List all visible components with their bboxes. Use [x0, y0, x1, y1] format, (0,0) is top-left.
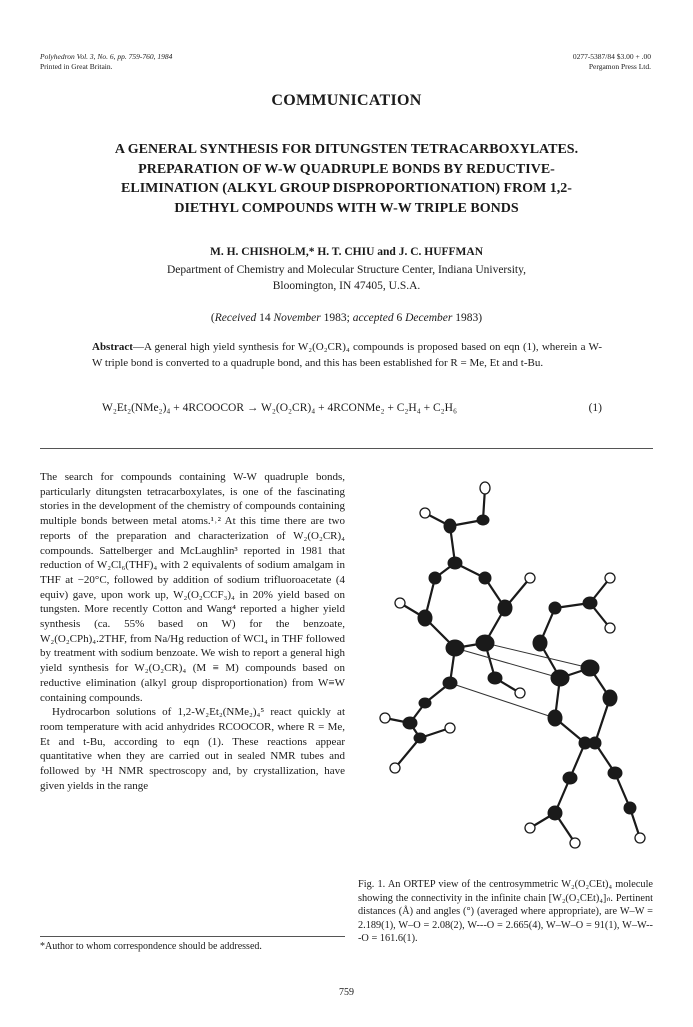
received-dates: [0, 312, 693, 324]
accepted-day: 6: [396, 312, 403, 324]
section-divider: [40, 448, 653, 449]
accepted-month: December: [405, 312, 453, 324]
figure-caption: Fig. 1. An ORTEP view of the centrosymmetric W₂(O₂CEt)₄ molecule showing the connectivity in the infinite chain [W₂(O₂CEt)₄]ₙ. Pertinent distances (Å) and angles (°) (averaged where appropriate), are W–W = 2.189(1), W–O = 2.08(2), W---O = 2.665(4), W–W–O = 91(1), W–W---O = 161.6(1).: [358, 879, 653, 944]
accepted-year: 1983): [455, 312, 483, 324]
abstract-text: —A general high yield synthesis for W₂(O₂CR)₄ compounds is proposed based on eqn (1), wherein a W-W triple bond is converted to a quadruple bond, and this has been established for R = Me, Et and t-Bu.: [92, 341, 602, 369]
equation-1: [102, 402, 602, 414]
affiliation-line-2: Bloomington, IN 47405, U.S.A.: [272, 280, 421, 292]
affiliation: [70, 262, 623, 294]
running-header-right: [573, 52, 651, 72]
running-header-left: [40, 52, 172, 72]
section-label: COMMUNICATION: [271, 92, 422, 109]
accepted-word: accepted: [352, 312, 394, 324]
abstract: [92, 340, 602, 371]
journal-citation: Polyhedron Vol. 3, No. 6, pp. 759-760, 1984: [40, 52, 173, 61]
body-column-left: [40, 470, 345, 793]
equation-text: W₂Et₂(NMe₂)₄ + 4RCOOCOR → W₂(O₂CR)₄ + 4RCONMe₂ + C₂H₄ + C₂H₆: [102, 402, 457, 414]
received-year: 1983;: [323, 312, 353, 324]
equation-number: (1): [588, 402, 602, 414]
affiliation-line-1: Department of Chemistry and Molecular Structure Center, Indiana University,: [166, 264, 527, 276]
body-paragraph-1: The search for compounds containing W-W quadruple bonds, particularly ditungsten tetracarboxylates, is one of the fascinating stories in the development of the chemistry of compounds containing multiple bonds between metal atoms.¹˒² At this time there are two reports of the preparation and characterization of W₂(O₂CR)₄ compounds. Sattelberger and McLaughlin³ reported in 1981 that reduction of W₂Cl₆(THF)₄ with 2 equivalents of sodium amalgam in THF at −20°C, followed by addition of sodium trifluoroacetate (4 equiv) gave, upon work up, W₂(O₂CCF₃)₄ in 20% yield based on tungsten. More recently Cotton and Wang⁴ reported a higher yield synthesis (ca. 55% based on W) for the benzoate, W₂(O₂CPh)₄.2THF, from Na/Hg reduction of WCl₄ in THF followed by treatment with sodium benzoate. We wish to report a general high yield synthesis for W₂(O₂CR)₄ (M ≡ M) compounds based on reductive elimination (alkyl group disproportionation) from W≡W containing compounds.: [40, 471, 345, 704]
received-open: (: [210, 312, 215, 324]
body-paragraph-2: Hydrocarbon solutions of 1,2-W₂Et₂(NMe₂)₄⁵ react quickly at room temperature with acid anhydrides RCOOCOR, where R = Me, Et and t-Bu, according to eqn (1). These reactions appear quantitative when they are carried out in sealed NMR tubes and followed by ¹H NMR spectroscopy and, by crystallization, have given yields in the range: [40, 706, 345, 792]
page-number: 759: [339, 987, 354, 998]
author-list: M. H. CHISHOLM,* H. T. CHIU and J. C. HUFFMAN: [209, 246, 484, 258]
article-code: 0277-5387/84 $3.00 + .00: [572, 52, 651, 61]
received-month: November: [273, 312, 321, 324]
abstract-label: Abstract: [92, 341, 133, 353]
footnote: *Author to whom correspondence should be addressed.: [40, 941, 262, 952]
received-day: 14: [259, 312, 271, 324]
footnote-divider: [40, 936, 345, 937]
publisher: Pergamon Press Ltd.: [588, 62, 651, 71]
received-word: Received: [214, 312, 257, 324]
printed-location: Printed in Great Britain.: [40, 62, 113, 71]
ortep-molecule-drawing: [355, 468, 655, 868]
article-title: A GENERAL SYNTHESIS FOR DITUNGSTEN TETRACARBOXYLATES. PREPARATION OF W-W QUADRUPLE BONDS BY REDUCTIVE-ELIMINATION (ALKYL GROUP DISPROPORTIONATION) FROM 1,2-DIETHYL COMPOUNDS WITH W-W TRIPLE BONDS: [114, 142, 579, 216]
ortep-figure: [355, 468, 655, 868]
